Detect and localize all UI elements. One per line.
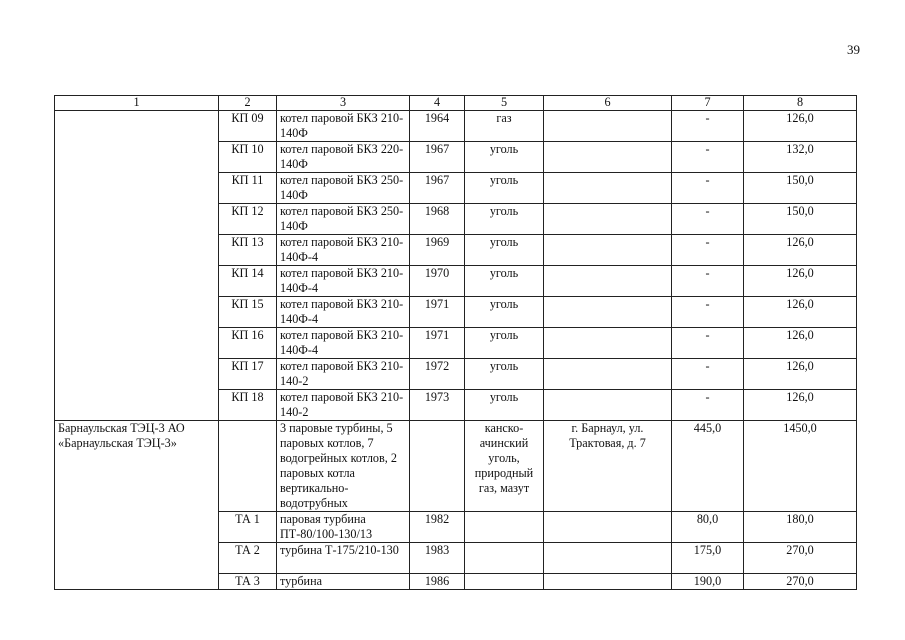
equipment-code: КП 18 — [219, 390, 277, 421]
equipment-name: котел паровой БКЗ 250-140Ф — [277, 204, 410, 235]
equipment-code: КП 10 — [219, 142, 277, 173]
electric-power: - — [672, 173, 744, 204]
heat-power: 126,0 — [744, 266, 857, 297]
column-header-8: 8 — [744, 96, 857, 111]
fuel-type: уголь — [465, 266, 544, 297]
column-header-5: 5 — [465, 96, 544, 111]
heat-power: 270,0 — [744, 574, 857, 590]
equipment-code: ТА 3 — [219, 574, 277, 590]
heat-power: 126,0 — [744, 390, 857, 421]
equipment-name: котел паровой БКЗ 210-140Ф-4 — [277, 297, 410, 328]
electric-power: - — [672, 111, 744, 142]
electric-power: 175,0 — [672, 543, 744, 574]
commission-year: 1973 — [410, 390, 465, 421]
column-header-6: 6 — [544, 96, 672, 111]
electric-power: - — [672, 359, 744, 390]
address — [544, 142, 672, 173]
equipment-code: КП 12 — [219, 204, 277, 235]
heat-power: 180,0 — [744, 512, 857, 543]
fuel-type — [465, 512, 544, 543]
electric-power: - — [672, 328, 744, 359]
equipment-table — [54, 95, 857, 590]
equipment-code: КП 13 — [219, 235, 277, 266]
fuel-type: уголь — [465, 173, 544, 204]
address — [544, 359, 672, 390]
equipment-name: котел паровой БКЗ 210-140-2 — [277, 359, 410, 390]
organization-cell: Барнаульская ТЭЦ-3 АО «Барнаульская ТЭЦ-3» — [55, 421, 219, 590]
electric-power: - — [672, 266, 744, 297]
electric-power: 190,0 — [672, 574, 744, 590]
electric-power: 80,0 — [672, 512, 744, 543]
commission-year: 1964 — [410, 111, 465, 142]
equipment-name: 3 паровые турбины, 5 паровых котлов, 7 водогрейных котлов, 2 паровых котла вертикально-водотрубных — [277, 421, 410, 512]
equipment-code: КП 14 — [219, 266, 277, 297]
fuel-type: канско-ачинский уголь, природный газ, мазут — [465, 421, 544, 512]
commission-year: 1967 — [410, 173, 465, 204]
address — [544, 328, 672, 359]
address — [544, 173, 672, 204]
equipment-name: паровая турбина ПТ-80/100-130/13 — [277, 512, 410, 543]
fuel-type — [465, 574, 544, 590]
heat-power: 126,0 — [744, 359, 857, 390]
address — [544, 204, 672, 235]
heat-power: 150,0 — [744, 173, 857, 204]
electric-power: 445,0 — [672, 421, 744, 512]
address — [544, 512, 672, 543]
equipment-code: ТА 2 — [219, 543, 277, 574]
electric-power: - — [672, 390, 744, 421]
header-row — [55, 96, 857, 111]
equipment-name: котел паровой БКЗ 250-140Ф — [277, 173, 410, 204]
equipment-name: котел паровой БКЗ 210-140Ф-4 — [277, 266, 410, 297]
equipment-name: котел паровой БКЗ 220-140Ф — [277, 142, 410, 173]
equipment-name: котел паровой БКЗ 210-140Ф-4 — [277, 328, 410, 359]
column-header-1: 1 — [55, 96, 219, 111]
commission-year: 1983 — [410, 543, 465, 574]
organization-cell — [55, 111, 219, 421]
column-header-2: 2 — [219, 96, 277, 111]
heat-power: 1450,0 — [744, 421, 857, 512]
equipment-code: КП 16 — [219, 328, 277, 359]
heat-power: 132,0 — [744, 142, 857, 173]
address — [544, 235, 672, 266]
page-number: 39 — [847, 42, 860, 57]
column-header-3: 3 — [277, 96, 410, 111]
equipment-name: турбина — [277, 574, 410, 590]
fuel-type: уголь — [465, 297, 544, 328]
commission-year: 1971 — [410, 297, 465, 328]
fuel-type: уголь — [465, 235, 544, 266]
commission-year: 1969 — [410, 235, 465, 266]
heat-power: 126,0 — [744, 235, 857, 266]
equipment-code: КП 17 — [219, 359, 277, 390]
equipment-code — [219, 421, 277, 512]
commission-year: 1971 — [410, 328, 465, 359]
equipment-name: котел паровой БКЗ 210-140-2 — [277, 390, 410, 421]
commission-year — [410, 421, 465, 512]
electric-power: - — [672, 297, 744, 328]
equipment-code: КП 15 — [219, 297, 277, 328]
equipment-name: котел паровой БКЗ 210-140Ф — [277, 111, 410, 142]
column-header-7: 7 — [672, 96, 744, 111]
heat-power: 126,0 — [744, 111, 857, 142]
address — [544, 543, 672, 574]
commission-year: 1970 — [410, 266, 465, 297]
heat-power: 150,0 — [744, 204, 857, 235]
equipment-code: ТА 1 — [219, 512, 277, 543]
fuel-type — [465, 543, 544, 574]
fuel-type: уголь — [465, 359, 544, 390]
address — [544, 111, 672, 142]
electric-power: - — [672, 235, 744, 266]
address — [544, 266, 672, 297]
electric-power: - — [672, 204, 744, 235]
address — [544, 574, 672, 590]
commission-year: 1968 — [410, 204, 465, 235]
electric-power: - — [672, 142, 744, 173]
commission-year: 1986 — [410, 574, 465, 590]
table-row — [55, 421, 857, 512]
equipment-name: котел паровой БКЗ 210-140Ф-4 — [277, 235, 410, 266]
fuel-type: уголь — [465, 204, 544, 235]
commission-year: 1982 — [410, 512, 465, 543]
address: г. Барнаул, ул. Трактовая, д. 7 — [544, 421, 672, 512]
address — [544, 297, 672, 328]
column-header-4: 4 — [410, 96, 465, 111]
commission-year: 1967 — [410, 142, 465, 173]
fuel-type: уголь — [465, 142, 544, 173]
fuel-type: уголь — [465, 390, 544, 421]
fuel-type: уголь — [465, 328, 544, 359]
table-row — [55, 111, 857, 142]
equipment-code: КП 09 — [219, 111, 277, 142]
commission-year: 1972 — [410, 359, 465, 390]
address — [544, 390, 672, 421]
equipment-name: турбина Т-175/210-130 — [277, 543, 410, 574]
heat-power: 126,0 — [744, 328, 857, 359]
heat-power: 270,0 — [744, 543, 857, 574]
fuel-type: газ — [465, 111, 544, 142]
equipment-code: КП 11 — [219, 173, 277, 204]
heat-power: 126,0 — [744, 297, 857, 328]
